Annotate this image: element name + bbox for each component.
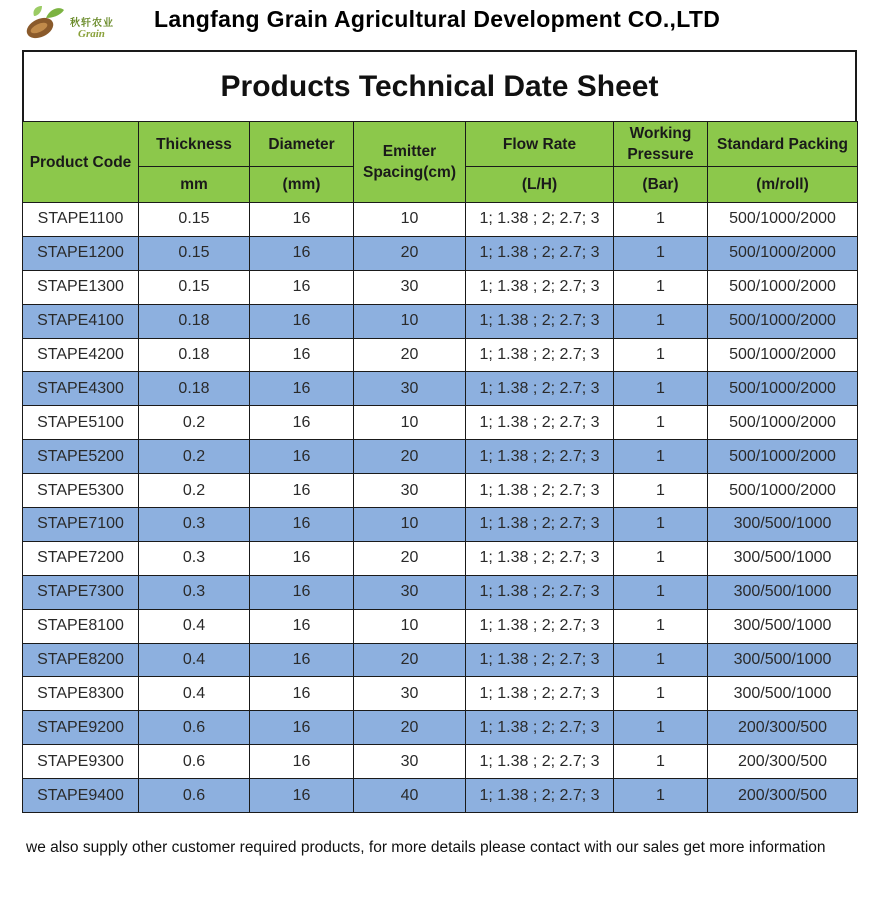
- cell-emitter-spacing: 20: [354, 440, 466, 474]
- cell-working-pressure: 1: [614, 440, 708, 474]
- table-row: [23, 270, 858, 304]
- cell-standard-packing: 500/1000/2000: [708, 474, 858, 508]
- cell-working-pressure: 1: [614, 643, 708, 677]
- table-row: [23, 609, 858, 643]
- cell-diameter: 16: [250, 508, 354, 542]
- cell-standard-packing: 500/1000/2000: [708, 440, 858, 474]
- sheet-title: Products Technical Date Sheet: [220, 69, 659, 103]
- col-header-working-pressure: Working Pressure: [614, 122, 708, 167]
- cell-emitter-spacing: 20: [354, 643, 466, 677]
- table-row: [23, 338, 858, 372]
- cell-standard-packing: 500/1000/2000: [708, 372, 858, 406]
- cell-standard-packing: 200/300/500: [708, 745, 858, 779]
- cell-diameter: 16: [250, 609, 354, 643]
- cell-flow-rate: 1; 1.38 ; 2; 2.7; 3: [466, 508, 614, 542]
- cell-emitter-spacing: 20: [354, 338, 466, 372]
- cell-thickness: 0.4: [139, 643, 250, 677]
- cell-emitter-spacing: 10: [354, 508, 466, 542]
- cell-working-pressure: 1: [614, 745, 708, 779]
- cell-flow-rate: 1; 1.38 ; 2; 2.7; 3: [466, 745, 614, 779]
- col-unit-diameter: (mm): [250, 167, 354, 203]
- cell-diameter: 16: [250, 474, 354, 508]
- cell-emitter-spacing: 30: [354, 677, 466, 711]
- cell-product-code: STAPE7100: [23, 508, 139, 542]
- cell-working-pressure: 1: [614, 304, 708, 338]
- company-logo: [20, 4, 132, 44]
- cell-diameter: 16: [250, 236, 354, 270]
- cell-diameter: 16: [250, 203, 354, 237]
- cell-working-pressure: 1: [614, 406, 708, 440]
- cell-flow-rate: 1; 1.38 ; 2; 2.7; 3: [466, 609, 614, 643]
- cell-working-pressure: 1: [614, 541, 708, 575]
- cell-product-code: STAPE9200: [23, 711, 139, 745]
- cell-diameter: 16: [250, 304, 354, 338]
- cell-flow-rate: 1; 1.38 ; 2; 2.7; 3: [466, 779, 614, 813]
- cell-diameter: 16: [250, 745, 354, 779]
- cell-thickness: 0.18: [139, 304, 250, 338]
- cell-emitter-spacing: 20: [354, 236, 466, 270]
- cell-diameter: 16: [250, 677, 354, 711]
- col-header-diameter: Diameter: [250, 122, 354, 167]
- footnote-text: we also supply other customer required products, for more details please contact with our sales get more information: [26, 839, 826, 856]
- table-row: [23, 779, 858, 813]
- cell-working-pressure: 1: [614, 609, 708, 643]
- cell-thickness: 0.18: [139, 338, 250, 372]
- col-header-thickness: Thickness: [139, 122, 250, 167]
- cell-thickness: 0.15: [139, 236, 250, 270]
- cell-diameter: 16: [250, 711, 354, 745]
- cell-product-code: STAPE4300: [23, 372, 139, 406]
- cell-thickness: 0.6: [139, 779, 250, 813]
- cell-working-pressure: 1: [614, 508, 708, 542]
- col-header-flow-rate: Flow Rate: [466, 122, 614, 167]
- cell-emitter-spacing: 40: [354, 779, 466, 813]
- cell-thickness: 0.2: [139, 474, 250, 508]
- cell-flow-rate: 1; 1.38 ; 2; 2.7; 3: [466, 711, 614, 745]
- col-unit-working-pressure: (Bar): [614, 167, 708, 203]
- cell-diameter: 16: [250, 406, 354, 440]
- cell-thickness: 0.6: [139, 711, 250, 745]
- table-row: [23, 677, 858, 711]
- cell-emitter-spacing: 30: [354, 270, 466, 304]
- cell-product-code: STAPE1200: [23, 236, 139, 270]
- cell-product-code: STAPE1100: [23, 203, 139, 237]
- cell-diameter: 16: [250, 440, 354, 474]
- table-row: [23, 304, 858, 338]
- cell-flow-rate: 1; 1.38 ; 2; 2.7; 3: [466, 304, 614, 338]
- cell-product-code: STAPE4100: [23, 304, 139, 338]
- cell-emitter-spacing: 10: [354, 304, 466, 338]
- cell-standard-packing: 500/1000/2000: [708, 406, 858, 440]
- cell-product-code: STAPE5200: [23, 440, 139, 474]
- cell-product-code: STAPE7300: [23, 575, 139, 609]
- cell-emitter-spacing: 30: [354, 474, 466, 508]
- cell-flow-rate: 1; 1.38 ; 2; 2.7; 3: [466, 270, 614, 304]
- cell-working-pressure: 1: [614, 677, 708, 711]
- table-row: [23, 643, 858, 677]
- cell-standard-packing: 300/500/1000: [708, 575, 858, 609]
- cell-standard-packing: 300/500/1000: [708, 541, 858, 575]
- cell-emitter-spacing: 10: [354, 406, 466, 440]
- cell-working-pressure: 1: [614, 711, 708, 745]
- cell-diameter: 16: [250, 372, 354, 406]
- table-row: [23, 372, 858, 406]
- cell-standard-packing: 500/1000/2000: [708, 203, 858, 237]
- cell-thickness: 0.15: [139, 203, 250, 237]
- cell-diameter: 16: [250, 643, 354, 677]
- col-header-product-code: Product Code: [23, 122, 139, 203]
- cell-flow-rate: 1; 1.38 ; 2; 2.7; 3: [466, 406, 614, 440]
- cell-standard-packing: 200/300/500: [708, 779, 858, 813]
- cell-standard-packing: 300/500/1000: [708, 677, 858, 711]
- cell-standard-packing: 300/500/1000: [708, 609, 858, 643]
- col-header-emitter-spacing: Emitter Spacing(cm): [354, 122, 466, 203]
- products-table: [22, 121, 858, 813]
- cell-thickness: 0.15: [139, 270, 250, 304]
- cell-working-pressure: 1: [614, 575, 708, 609]
- cell-diameter: 16: [250, 270, 354, 304]
- cell-flow-rate: 1; 1.38 ; 2; 2.7; 3: [466, 575, 614, 609]
- cell-working-pressure: 1: [614, 270, 708, 304]
- cell-standard-packing: 300/500/1000: [708, 643, 858, 677]
- table-row: [23, 236, 858, 270]
- technical-data-sheet: [22, 50, 857, 813]
- cell-product-code: STAPE8300: [23, 677, 139, 711]
- cell-emitter-spacing: 30: [354, 575, 466, 609]
- logo-english-text: Grain: [78, 28, 105, 40]
- cell-diameter: 16: [250, 575, 354, 609]
- cell-emitter-spacing: 30: [354, 372, 466, 406]
- cell-product-code: STAPE5300: [23, 474, 139, 508]
- cell-diameter: 16: [250, 338, 354, 372]
- cell-flow-rate: 1; 1.38 ; 2; 2.7; 3: [466, 474, 614, 508]
- cell-diameter: 16: [250, 541, 354, 575]
- cell-standard-packing: 500/1000/2000: [708, 270, 858, 304]
- cell-thickness: 0.3: [139, 541, 250, 575]
- cell-flow-rate: 1; 1.38 ; 2; 2.7; 3: [466, 643, 614, 677]
- table-row: [23, 508, 858, 542]
- cell-standard-packing: 200/300/500: [708, 711, 858, 745]
- cell-emitter-spacing: 20: [354, 541, 466, 575]
- cell-thickness: 0.4: [139, 677, 250, 711]
- cell-standard-packing: 500/1000/2000: [708, 236, 858, 270]
- cell-working-pressure: 1: [614, 474, 708, 508]
- col-header-standard-packing: Standard Packing: [708, 122, 858, 167]
- table-row: [23, 406, 858, 440]
- cell-thickness: 0.6: [139, 745, 250, 779]
- cell-product-code: STAPE8200: [23, 643, 139, 677]
- col-unit-flow-rate: (L/H): [466, 167, 614, 203]
- cell-flow-rate: 1; 1.38 ; 2; 2.7; 3: [466, 372, 614, 406]
- page-header: [0, 0, 888, 48]
- cell-working-pressure: 1: [614, 372, 708, 406]
- cell-emitter-spacing: 10: [354, 203, 466, 237]
- company-name: Langfang Grain Agricultural Development CO.,LTD: [154, 6, 721, 32]
- cell-flow-rate: 1; 1.38 ; 2; 2.7; 3: [466, 338, 614, 372]
- cell-product-code: STAPE8100: [23, 609, 139, 643]
- cell-flow-rate: 1; 1.38 ; 2; 2.7; 3: [466, 541, 614, 575]
- table-row: [23, 745, 858, 779]
- cell-emitter-spacing: 30: [354, 745, 466, 779]
- cell-working-pressure: 1: [614, 338, 708, 372]
- grain-leaf-icon: [20, 4, 68, 42]
- cell-product-code: STAPE9400: [23, 779, 139, 813]
- cell-working-pressure: 1: [614, 779, 708, 813]
- cell-thickness: 0.4: [139, 609, 250, 643]
- cell-standard-packing: 500/1000/2000: [708, 338, 858, 372]
- table-row: [23, 440, 858, 474]
- cell-flow-rate: 1; 1.38 ; 2; 2.7; 3: [466, 677, 614, 711]
- col-unit-standard-packing: (m/roll): [708, 167, 858, 203]
- cell-thickness: 0.18: [139, 372, 250, 406]
- cell-thickness: 0.3: [139, 508, 250, 542]
- cell-flow-rate: 1; 1.38 ; 2; 2.7; 3: [466, 440, 614, 474]
- cell-product-code: STAPE9300: [23, 745, 139, 779]
- logo-chinese-text: 秋轩农业: [70, 18, 114, 29]
- table-row: [23, 711, 858, 745]
- table-row: [23, 575, 858, 609]
- cell-product-code: STAPE4200: [23, 338, 139, 372]
- cell-standard-packing: 500/1000/2000: [708, 304, 858, 338]
- cell-thickness: 0.3: [139, 575, 250, 609]
- cell-standard-packing: 300/500/1000: [708, 508, 858, 542]
- table-row: [23, 474, 858, 508]
- cell-emitter-spacing: 10: [354, 609, 466, 643]
- col-unit-thickness: mm: [139, 167, 250, 203]
- cell-product-code: STAPE5100: [23, 406, 139, 440]
- cell-working-pressure: 1: [614, 236, 708, 270]
- sheet-title-box: [22, 50, 857, 121]
- cell-flow-rate: 1; 1.38 ; 2; 2.7; 3: [466, 203, 614, 237]
- cell-flow-rate: 1; 1.38 ; 2; 2.7; 3: [466, 236, 614, 270]
- cell-thickness: 0.2: [139, 440, 250, 474]
- table-row: [23, 541, 858, 575]
- cell-thickness: 0.2: [139, 406, 250, 440]
- cell-diameter: 16: [250, 779, 354, 813]
- cell-product-code: STAPE1300: [23, 270, 139, 304]
- cell-product-code: STAPE7200: [23, 541, 139, 575]
- table-row: [23, 203, 858, 237]
- cell-working-pressure: 1: [614, 203, 708, 237]
- cell-emitter-spacing: 20: [354, 711, 466, 745]
- products-table-body: [23, 203, 858, 813]
